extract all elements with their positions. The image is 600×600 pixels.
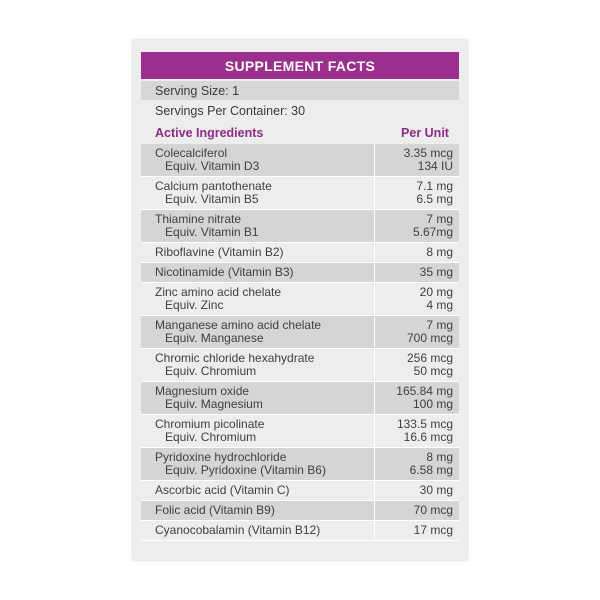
- table-row: [141, 448, 459, 481]
- per-unit-equivalent-value: 700 mcg: [406, 331, 453, 345]
- per-unit-equivalent-value: 6.5 mg: [416, 192, 453, 206]
- ingredient-name: Folic acid (Vitamin B9): [155, 503, 275, 517]
- per-unit-value: 35 mg: [419, 265, 453, 279]
- per-unit-equivalent-value: 6.58 mg: [409, 463, 453, 477]
- per-unit-value: 7.1 mg: [416, 179, 453, 193]
- per-unit-cell: [374, 415, 459, 447]
- per-unit-equivalent-value: 5.67mg: [412, 225, 453, 239]
- per-unit-cell: [374, 501, 459, 520]
- per-unit-equivalent-value: 4 mg: [426, 298, 453, 312]
- ingredient-name: Magnesium oxide: [155, 384, 250, 398]
- per-unit-cell: [374, 349, 459, 381]
- col-per-unit: Per Unit: [401, 126, 449, 140]
- ingredient-equivalent: Equiv. Vitamin B5: [165, 192, 259, 206]
- ingredient-name-cell: [141, 524, 374, 537]
- servings-per-container: Servings Per Container: 30: [155, 104, 306, 118]
- ingredient-name-cell: [141, 319, 374, 345]
- per-unit-cell: [374, 448, 459, 480]
- per-unit-cell: [374, 316, 459, 348]
- ingredient-equivalent: Equiv. Zinc: [165, 298, 224, 312]
- per-unit-value: 3.35 mcg: [403, 146, 453, 160]
- per-unit-value: 7 mg: [426, 212, 453, 226]
- ingredient-equivalent: Equiv. Chromium: [165, 364, 257, 378]
- per-unit-value: 256 mcg: [406, 351, 453, 365]
- ingredient-name-cell: [141, 147, 374, 173]
- table-row: [141, 415, 459, 448]
- table-row: [141, 177, 459, 210]
- ingredient-name-cell: [141, 213, 374, 239]
- per-unit-value: 133.5 mcg: [396, 417, 453, 431]
- per-unit-cell: [374, 243, 459, 262]
- ingredient-name-cell: [141, 180, 374, 206]
- per-unit-cell: [374, 210, 459, 242]
- per-unit-equivalent-value: 100 mg: [412, 397, 453, 411]
- ingredient-equivalent: Equiv. Pyridoxine (Vitamin B6): [165, 463, 326, 477]
- ingredient-name-cell: [141, 385, 374, 411]
- table-row: [141, 144, 459, 177]
- table-row: [141, 316, 459, 349]
- per-unit-cell: [374, 263, 459, 282]
- per-unit-cell: [374, 382, 459, 414]
- serving-size: Serving Size: 1: [141, 81, 459, 100]
- ingredient-name-cell: [141, 286, 374, 312]
- table-row: [141, 263, 459, 283]
- ingredient-equivalent: Equiv. Vitamin B1: [165, 225, 259, 239]
- per-unit-value: 17 mcg: [413, 523, 453, 537]
- ingredient-equivalent: Equiv. Chromium: [165, 430, 257, 444]
- ingredient-name: Zinc amino acid chelate: [155, 285, 282, 299]
- per-unit-cell: [374, 283, 459, 315]
- table-row: [141, 521, 459, 541]
- ingredient-name-cell: [141, 451, 374, 477]
- table-row: [141, 501, 459, 521]
- table-row: [141, 481, 459, 501]
- table-row: [141, 349, 459, 382]
- ingredient-name-cell: [141, 266, 374, 279]
- ingredient-name: Ascorbic acid (Vitamin C): [155, 483, 290, 497]
- ingredient-name-cell: [141, 246, 374, 259]
- per-unit-value: 8 mg: [426, 245, 453, 259]
- ingredient-equivalent: Equiv. Magnesium: [165, 397, 263, 411]
- ingredient-name: Calcium pantothenate: [155, 179, 272, 193]
- per-unit-value: 7 mg: [426, 318, 453, 332]
- ingredient-name: Manganese amino acid chelate: [155, 318, 322, 332]
- ingredient-name: Colecalciferol: [155, 146, 228, 160]
- per-unit-cell: [374, 144, 459, 176]
- per-unit-value: 70 mcg: [413, 503, 453, 517]
- table-header: [141, 122, 459, 144]
- per-unit-value: 20 mg: [419, 285, 453, 299]
- supplement-facts-panel: [133, 40, 467, 560]
- ingredient-name: Riboflavine (Vitamin B2): [155, 245, 284, 259]
- panel-title: SUPPLEMENT FACTS: [141, 52, 459, 79]
- per-unit-cell: [374, 177, 459, 209]
- table-row: [141, 210, 459, 243]
- table-row: [141, 382, 459, 415]
- ingredient-name-cell: [141, 352, 374, 378]
- ingredient-name: Chromium picolinate: [155, 417, 265, 431]
- ingredient-name-cell: [141, 504, 374, 517]
- per-unit-value: 30 mg: [419, 483, 453, 497]
- table-row: [141, 243, 459, 263]
- ingredient-name: Nicotinamide (Vitamin B3): [155, 265, 294, 279]
- per-unit-value: 165.84 mg: [396, 384, 453, 398]
- per-unit-equivalent-value: 134 IU: [417, 159, 453, 173]
- ingredient-name: Cyanocobalamin (Vitamin B12): [155, 523, 321, 537]
- ingredient-name-cell: [141, 484, 374, 497]
- per-unit-cell: [374, 521, 459, 540]
- per-unit-cell: [374, 481, 459, 500]
- per-unit-equivalent-value: 16.6 mcg: [403, 430, 453, 444]
- ingredient-name: Thiamine nitrate: [155, 212, 242, 226]
- ingredient-name: Pyridoxine hydrochloride: [155, 450, 287, 464]
- per-unit-equivalent-value: 50 mcg: [413, 364, 453, 378]
- ingredient-equivalent: Equiv. Manganese: [165, 331, 264, 345]
- col-ingredients: Active Ingredients: [155, 126, 264, 140]
- ingredient-name: Chromic chloride hexahydrate: [155, 351, 315, 365]
- ingredients-table: [141, 144, 459, 541]
- ingredient-equivalent: Equiv. Vitamin D3: [165, 159, 260, 173]
- ingredient-name-cell: [141, 418, 374, 444]
- table-row: [141, 283, 459, 316]
- per-unit-value: 8 mg: [426, 450, 453, 464]
